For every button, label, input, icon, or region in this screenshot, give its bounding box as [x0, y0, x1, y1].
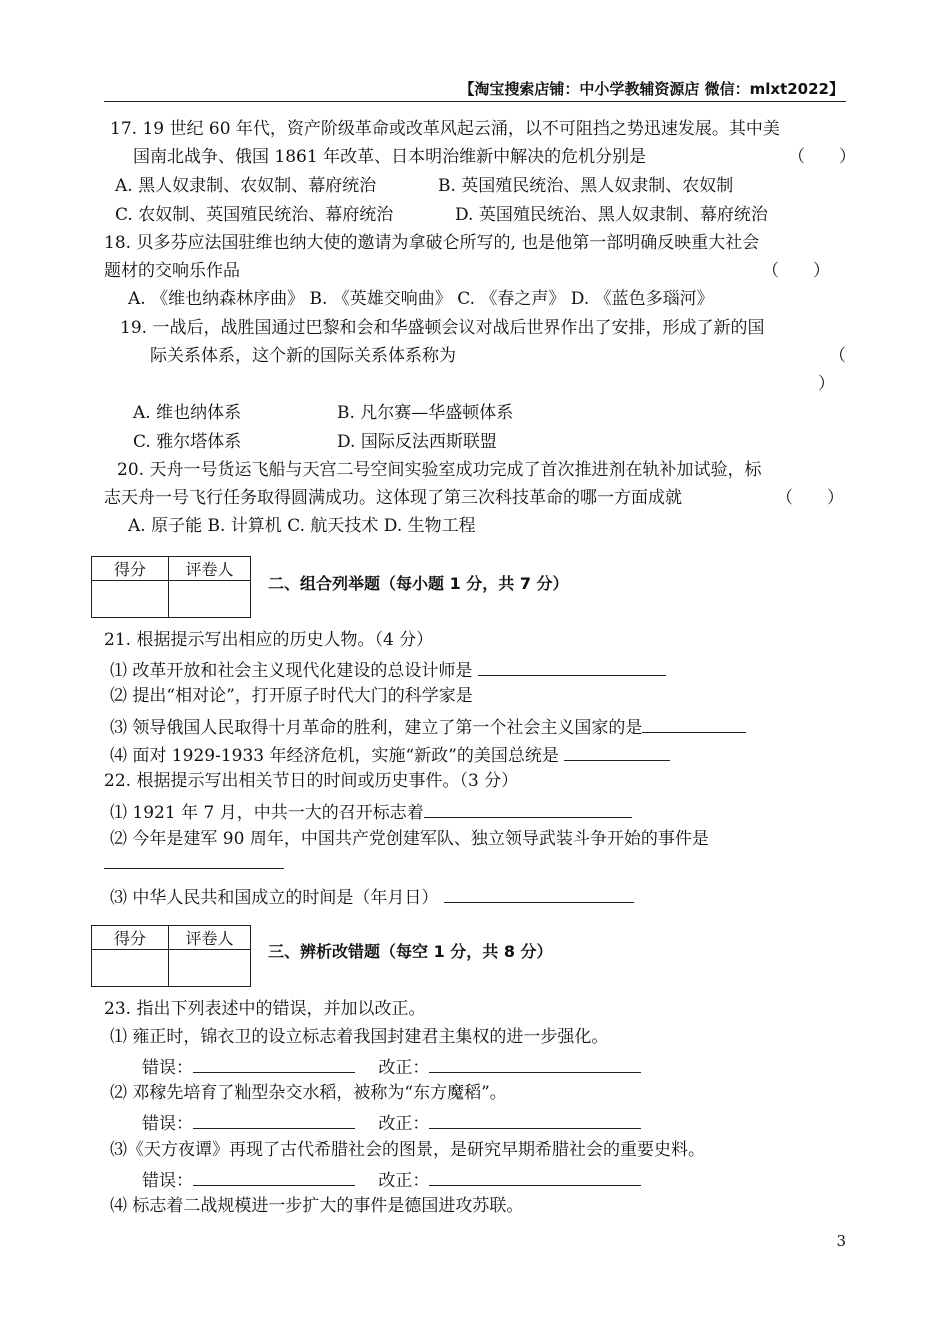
page-number: 3 [836, 1232, 846, 1250]
q19-option-d: D. 国际反法西斯联盟 [337, 432, 497, 452]
q22-stem: 22. 根据提示写出相关节日的时间或历史事件。（3 分） [104, 771, 519, 791]
fix-label: 改正： [378, 1171, 430, 1191]
q19-option-a: A. 维也纳体系 [133, 403, 242, 423]
q21-item [110, 742, 670, 767]
q17-line2: 国南北战争、俄国 1861 年改革、日本明治维新中解决的危机分别是 [133, 147, 647, 167]
error-blank[interactable] [193, 1054, 355, 1073]
q23-item-2: ⑵ 邓稼先培育了籼型杂交水稻，被称为“东方魔稻”。 [110, 1083, 507, 1103]
q19-paren-open: （ [829, 346, 846, 366]
q22-item-3-text: ⑶ 中华人民共和国成立的时间是（年月日） [110, 888, 439, 908]
q18-options: A. 《维也纳森林序曲》 B. 《英雄交响曲》 C. 《春之声》 D. 《蓝色多瑙河》 [128, 289, 714, 309]
q19-paren-close: ） [818, 374, 835, 394]
q21-item-3-text: ⑶ 领导俄国人民取得十月革命的胜利，建立了第一个社会主义国家的是 [110, 718, 643, 738]
q22-item-1-text: ⑴ 1921 年 7 月，中共一大的召开标志着 [110, 803, 424, 823]
q21-item-4-text: ⑷ 面对 1929-1933 年经济危机，实施“新政”的美国总统是 [110, 746, 565, 766]
q21-stem: 21. 根据提示写出相应的历史人物。（4 分） [104, 630, 434, 650]
score-label: 得分 [92, 926, 169, 950]
answer-blank[interactable] [104, 868, 284, 869]
error-label: 错误： [142, 1171, 193, 1191]
q23-answer-row [142, 1110, 641, 1135]
q19-line1: 19. 一战后，战胜国通过巴黎和会和华盛顿会议对战后世界作出了安排，形成了新的国 [120, 318, 765, 338]
q19-option-b: B. 凡尔赛—华盛顿体系 [337, 403, 514, 423]
q19-option-c: C. 雅尔塔体系 [133, 432, 242, 452]
answer-blank[interactable] [478, 657, 666, 676]
score-table-1 [91, 556, 251, 618]
grader-label: 评卷人 [169, 557, 251, 581]
q23-item-1: ⑴ 雍正时，锦衣卫的设立标志着我国封建君主集权的进一步强化。 [110, 1027, 609, 1047]
page-header: 【淘宝搜索店铺：中小学教辅资源店 微信：mlxt2022】 [459, 80, 844, 98]
q23-stem: 23. 指出下列表述中的错误，并加以改正。 [104, 999, 426, 1019]
q21-item [110, 685, 473, 707]
error-label: 错误： [142, 1114, 193, 1134]
grader-label: 评卷人 [169, 926, 251, 950]
q18-line1: 18. 贝多芬应法国驻维也纳大使的邀请为拿破仑所写的, 也是他第一部明确反映重大社会 [104, 233, 760, 253]
q21-item [110, 657, 666, 682]
q18-line2: 题材的交响乐作品 [104, 261, 240, 281]
q18-paren: （ ） [762, 261, 830, 281]
q23-answer-row [142, 1054, 641, 1079]
q19-line2: 际关系体系，这个新的国际关系体系称为 [150, 346, 456, 366]
q22-item [110, 884, 634, 909]
answer-blank[interactable] [444, 884, 634, 903]
q21-item-2-text: ⑵ 提出“相对论”，打开原子时代大门的科学家是 [110, 686, 473, 706]
fix-label: 改正： [378, 1058, 430, 1078]
q20-line2: 志天舟一号飞行任务取得圆满成功。这体现了第三次科技革命的哪一方面成就 [104, 488, 682, 508]
error-blank[interactable] [193, 1110, 355, 1129]
answer-blank[interactable] [424, 799, 632, 818]
q23-item-3: ⑶《天方夜谭》再现了古代希腊社会的图景，是研究早期希腊社会的重要史料。 [110, 1140, 705, 1160]
answer-blank[interactable] [564, 742, 670, 761]
q22-item: ⑵ 今年是建军 90 周年，中国共产党创建军队、独立领导武装斗争开始的事件是 [110, 829, 709, 849]
answer-blank[interactable] [642, 714, 746, 733]
error-label: 错误： [142, 1058, 193, 1078]
q17-option-d: D. 英国殖民统治、黑人奴隶制、幕府统治 [455, 205, 768, 225]
fix-label: 改正： [378, 1114, 430, 1134]
q17-option-c: C. 农奴制、英国殖民统治、幕府统治 [115, 205, 394, 225]
grader-cell[interactable] [169, 950, 251, 987]
q17-option-a: A. 黑人奴隶制、农奴制、幕府统治 [115, 176, 377, 196]
fix-blank[interactable] [429, 1054, 641, 1073]
score-label: 得分 [92, 557, 169, 581]
grader-cell[interactable] [169, 581, 251, 618]
q20-line1: 20. 天舟一号货运飞船与天宫二号空间实验室成功完成了首次推进剂在轨补加试验，标 [117, 460, 762, 480]
section-3-title: 三、辨析改错题（每空 1 分，共 8 分） [268, 942, 553, 961]
q17-line1: 17. 19 世纪 60 年代，资产阶级革命或改革风起云涌，以不可阻挡之势迅速发展。其中美 [110, 119, 780, 139]
q22-item [110, 799, 632, 824]
q17-option-b: B. 英国殖民统治、黑人奴隶制、农奴制 [438, 176, 734, 196]
fix-blank[interactable] [429, 1167, 641, 1186]
q20-options: A. 原子能 B. 计算机 C. 航天技术 D. 生物工程 [128, 516, 476, 536]
q21-item [110, 714, 746, 739]
q17-paren: （ ） [788, 147, 856, 167]
header-rule [104, 101, 846, 102]
fix-blank[interactable] [429, 1110, 641, 1129]
q23-item-4: ⑷ 标志着二战规模进一步扩大的事件是德国进攻苏联。 [110, 1196, 524, 1216]
q20-paren: （ ） [776, 488, 844, 508]
section-2-title: 二、组合列举题（每小题 1 分，共 7 分） [268, 574, 569, 593]
q21-item-1-text: ⑴ 改革开放和社会主义现代化建设的总设计师是 [110, 661, 478, 681]
score-cell[interactable] [92, 581, 169, 618]
q23-answer-row [142, 1167, 641, 1192]
error-blank[interactable] [193, 1167, 355, 1186]
score-cell[interactable] [92, 950, 169, 987]
score-table-2 [91, 925, 251, 987]
